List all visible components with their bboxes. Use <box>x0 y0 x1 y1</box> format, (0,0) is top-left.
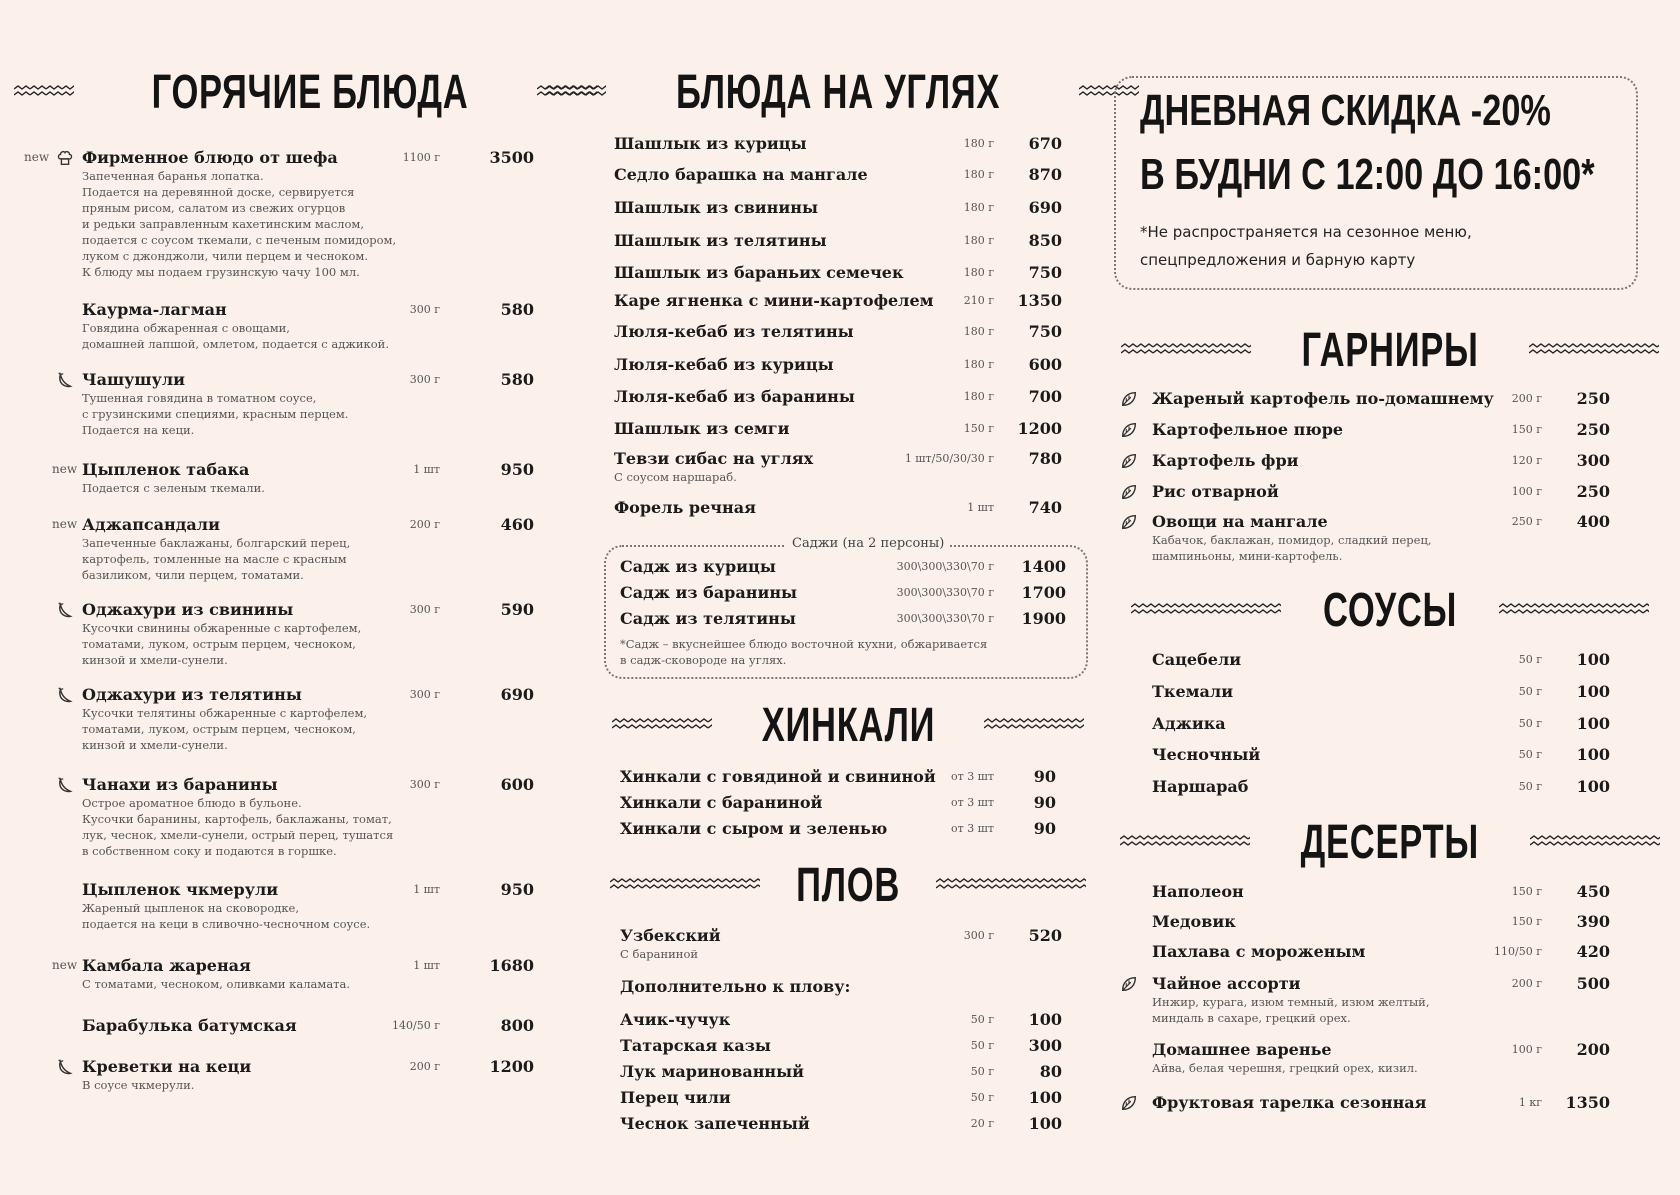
item-name: Форель речная <box>614 498 756 517</box>
sadzh-footnote: *Садж – вкуснейшее блюдо восточной кухни, обжаривается в садж-сковороде на углях. <box>620 637 988 667</box>
item-weight: 50 г <box>1518 780 1542 793</box>
item-name: Узбекский <box>620 926 721 945</box>
item-name: Шашлык из бараньих семечек <box>614 263 904 282</box>
item-name: Наполеон <box>1152 882 1244 901</box>
chili-pepper-icon <box>56 371 74 389</box>
item-weight: 250 г <box>1511 515 1542 528</box>
item-price: 1680 <box>489 956 534 975</box>
zigzag-ornament-left <box>1121 343 1251 357</box>
sauces-title-block <box>1150 580 1630 640</box>
grill-title-block <box>608 62 1068 122</box>
leaf-icon <box>1120 452 1138 470</box>
item-price: 450 <box>1576 882 1610 901</box>
item-name: Шашлык из семги <box>614 419 790 438</box>
chef-hat-icon <box>56 149 74 167</box>
item-description: Запеченная баранья лопатка. Подается на деревянной доске, сервируется пряным рисом, салатом из свежих огурцов и редьки заправленным кахетинским маслом, подается с соусом ткемали, с печеным помидором, луком с джонджоли, чили перцем и чесноком. К блюду мы подаем грузинскую чачу 100 мл. <box>82 169 397 279</box>
item-price: 780 <box>1028 449 1062 468</box>
item-price: 700 <box>1028 387 1062 406</box>
item-name: Татарская казы <box>620 1036 771 1055</box>
item-description: Острое ароматное блюдо в бульоне. Кусочки баранины, картофель, баклажаны, томат, лук, чеснок, хмели-сунели, острый перец, тушатся в собственном соку и подаются в горшке. <box>82 796 394 858</box>
item-price: 670 <box>1028 134 1062 153</box>
item-price: 750 <box>1028 322 1062 341</box>
item-price: 1350 <box>1565 1093 1610 1112</box>
item-price: 750 <box>1028 263 1062 282</box>
item-name: Люля-кебаб из телятины <box>614 322 854 341</box>
item-weight: 100 г <box>1511 1043 1542 1056</box>
item-price: 390 <box>1576 912 1610 931</box>
item-weight: 50 г <box>1518 717 1542 730</box>
item-name: Чанахи из баранины <box>82 775 278 794</box>
item-price: 950 <box>500 460 534 479</box>
chili-pepper-icon <box>56 1058 74 1076</box>
item-weight: 150 г <box>1511 885 1542 898</box>
item-description: Жареный цыпленок на сковородке, подается на кеци в сливочно-чесночном соусе. <box>82 901 371 931</box>
leaf-icon <box>1120 483 1138 501</box>
item-price: 1200 <box>489 1057 534 1076</box>
item-weight: 50 г <box>970 1013 994 1026</box>
item-description: Айва, белая черешня, грецкий орех, кизил. <box>1152 1061 1418 1075</box>
item-description: Кабачок, баклажан, помидор, сладкий перец, шампиньоны, мини-картофель. <box>1152 533 1432 563</box>
item-weight: 180 г <box>963 201 994 214</box>
item-price: 1200 <box>1017 419 1062 438</box>
item-name: Камбала жареная <box>82 956 251 975</box>
item-weight: 300 г <box>409 373 440 386</box>
zigzag-ornament-right <box>1499 603 1649 617</box>
item-weight: 1 шт <box>413 463 440 476</box>
item-name: Шашлык из телятины <box>614 231 827 250</box>
item-weight: 200 г <box>409 1060 440 1073</box>
item-price: 3500 <box>489 148 534 167</box>
item-weight: 50 г <box>1518 653 1542 666</box>
item-name: Чашушули <box>82 370 185 389</box>
item-name: Хинкали с сыром и зеленью <box>620 819 888 838</box>
item-weight: 180 г <box>963 168 994 181</box>
item-price: 800 <box>500 1016 534 1035</box>
promo-hours: В БУДНИ С 12:00 ДО 16:00* <box>1140 150 1595 199</box>
item-name: Люля-кебаб из баранины <box>614 387 855 406</box>
item-weight: 300 г <box>963 929 994 942</box>
item-weight: 1100 г <box>402 151 440 164</box>
item-description: Запеченные баклажаны, болгарский перец, картофель, томленные на масле с красным базиликом, чили перцем, томатами. <box>82 536 351 582</box>
item-price: 870 <box>1028 165 1062 184</box>
leaf-icon <box>1120 390 1138 408</box>
item-name: Медовик <box>1152 912 1236 931</box>
leaf-icon <box>1120 421 1138 439</box>
item-description: С соусом наршараб. <box>614 470 737 484</box>
item-price: 250 <box>1576 482 1610 501</box>
promo-headline: ДНЕВНАЯ СКИДКА -20% <box>1140 86 1551 135</box>
item-price: 400 <box>1576 512 1610 531</box>
item-price: 580 <box>500 300 534 319</box>
item-name: Оджахури из свинины <box>82 600 294 619</box>
hot-dishes-title-block <box>80 62 540 122</box>
item-weight: 50 г <box>1518 748 1542 761</box>
item-weight: 300 г <box>409 603 440 616</box>
item-name: Оджахури из телятины <box>82 685 302 704</box>
new-badge: new <box>24 150 50 164</box>
item-weight: 50 г <box>970 1091 994 1104</box>
zigzag-ornament-left <box>1120 835 1250 849</box>
item-weight: 1 шт/50/30/30 г <box>904 452 994 465</box>
item-name: Каре ягненка с мини-картофелем <box>614 291 934 310</box>
item-description: С бараниной <box>620 947 699 961</box>
item-name: Цыпленок чкмерули <box>82 880 279 899</box>
item-price: 420 <box>1576 942 1610 961</box>
item-price: 200 <box>1576 1040 1610 1059</box>
item-price: 1350 <box>1017 291 1062 310</box>
plov-extras-heading: Дополнительно к плову: <box>620 977 851 996</box>
new-badge: new <box>52 462 78 476</box>
item-weight: 180 г <box>963 390 994 403</box>
item-weight: 200 г <box>409 518 440 531</box>
item-weight: 180 г <box>963 325 994 338</box>
item-name: Фруктовая тарелка сезонная <box>1152 1093 1427 1112</box>
hot-dishes-title: ГОРЯЧИЕ БЛЮДА <box>151 65 469 119</box>
item-weight: 110/50 г <box>1494 945 1542 958</box>
item-price: 100 <box>1028 1114 1062 1133</box>
item-price: 690 <box>1028 198 1062 217</box>
item-price: 90 <box>1033 819 1056 838</box>
item-name: Фирменное блюдо от шефа <box>82 148 338 167</box>
item-price: 690 <box>500 685 534 704</box>
item-description: Подается с зеленым ткемали. <box>82 481 265 495</box>
plov-title: ПЛОВ <box>796 858 900 912</box>
zigzag-ornament-left <box>610 878 760 892</box>
item-name: Седло барашка на мангале <box>614 165 868 184</box>
item-weight: 150 г <box>963 422 994 435</box>
item-name: Хинкали с говядиной и свининой <box>620 767 936 786</box>
zigzag-ornament-right <box>1530 835 1660 849</box>
item-description: В соусе чкмерули. <box>82 1078 195 1092</box>
item-name: Тевзи сибас на углях <box>614 449 814 468</box>
item-weight: 100 г <box>1511 485 1542 498</box>
item-price: 80 <box>1039 1062 1062 1081</box>
khinkali-title-block <box>620 695 1076 755</box>
item-description: Инжир, курага, изюм темный, изюм желтый, миндаль в сахаре, грецкий орех. <box>1152 995 1430 1025</box>
item-weight: 200 г <box>1511 977 1542 990</box>
item-name: Сацебели <box>1152 650 1242 669</box>
item-price: 90 <box>1033 793 1056 812</box>
item-weight: от 3 шт <box>950 770 994 783</box>
item-price: 600 <box>1028 355 1062 374</box>
item-price: 100 <box>1576 777 1610 796</box>
item-weight: 50 г <box>970 1065 994 1078</box>
item-price: 500 <box>1576 974 1610 993</box>
item-name: Картофельное пюре <box>1152 420 1344 439</box>
item-price: 600 <box>500 775 534 794</box>
item-name: Садж из курицы <box>620 557 776 576</box>
item-price: 250 <box>1576 420 1610 439</box>
new-badge: new <box>52 958 78 972</box>
zigzag-ornament-left <box>1131 603 1281 617</box>
zigzag-ornament-right <box>936 878 1086 892</box>
item-name: Картофель фри <box>1152 451 1299 470</box>
item-price: 520 <box>1028 926 1062 945</box>
item-price: 590 <box>500 600 534 619</box>
item-price: 300 <box>1028 1036 1062 1055</box>
item-price: 740 <box>1028 498 1062 517</box>
item-price: 950 <box>500 880 534 899</box>
zigzag-ornament-left <box>537 85 597 99</box>
desserts-title: ДЕСЕРТЫ <box>1300 815 1480 869</box>
item-weight: 150 г <box>1511 423 1542 436</box>
item-weight: 300 г <box>409 688 440 701</box>
item-name: Перец чили <box>620 1088 731 1107</box>
item-name: Аджапсандали <box>82 515 220 534</box>
item-name: Рис отварной <box>1152 482 1279 501</box>
sadzh-heading: Саджи (на 2 персоны) <box>786 536 950 551</box>
item-name: Наршараб <box>1152 777 1249 796</box>
item-name: Ткемали <box>1152 682 1234 701</box>
item-price: 100 <box>1576 682 1610 701</box>
item-name: Каурма-лагман <box>82 300 227 319</box>
item-name: Чеснок запеченный <box>620 1114 810 1133</box>
item-name: Цыпленок табака <box>82 460 250 479</box>
item-weight: 1 шт <box>413 883 440 896</box>
new-badge: new <box>52 517 78 531</box>
item-description: Кусочки телятины обжаренные с картофелем, томатами, луком, острым перцем, чесноком, кинзой и хмели-сунели. <box>82 706 368 752</box>
item-weight: 180 г <box>963 266 994 279</box>
item-weight: 150 г <box>1511 915 1542 928</box>
item-name: Чесночный <box>1152 745 1261 764</box>
item-weight: 300\300\330\70 г <box>896 560 994 573</box>
garnish-title-block <box>1150 320 1630 380</box>
item-name: Овощи на мангале <box>1152 512 1328 531</box>
item-price: 100 <box>1576 714 1610 733</box>
item-name: Домашнее варенье <box>1152 1040 1332 1059</box>
item-price: 1400 <box>1021 557 1066 576</box>
item-name: Садж из телятины <box>620 609 796 628</box>
item-weight: 1 шт <box>967 501 994 514</box>
zigzag-ornament-right <box>1529 343 1659 357</box>
zigzag-ornament-right <box>984 718 1084 732</box>
item-price: 850 <box>1028 231 1062 250</box>
item-weight: 180 г <box>963 137 994 150</box>
item-price: 100 <box>1576 745 1610 764</box>
item-price: 300 <box>1576 451 1610 470</box>
promo-footnote: *Не распространяется на сезонное меню, спецпредложения и барную карту <box>1140 223 1472 269</box>
leaf-icon <box>1120 1094 1138 1112</box>
item-name: Шашлык из свинины <box>614 198 818 217</box>
item-price: 100 <box>1576 650 1610 669</box>
chili-pepper-icon <box>56 686 74 704</box>
item-price: 460 <box>500 515 534 534</box>
item-price: 1700 <box>1021 583 1066 602</box>
garnish-title: ГАРНИРЫ <box>1301 323 1479 377</box>
item-price: 90 <box>1033 767 1056 786</box>
item-name: Люля-кебаб из курицы <box>614 355 834 374</box>
plov-title-block <box>620 855 1076 915</box>
khinkali-title: ХИНКАЛИ <box>761 698 935 752</box>
item-name: Пахлава с мороженым <box>1152 942 1366 961</box>
item-weight: 180 г <box>963 358 994 371</box>
item-description: Кусочки свинины обжаренные с картофелем, томатами, луком, острым перцем, чесноком, кинзой и хмели-сунели. <box>82 621 362 667</box>
item-weight: 210 г <box>963 294 994 307</box>
item-weight: 140/50 г <box>392 1019 440 1032</box>
item-price: 1900 <box>1021 609 1066 628</box>
item-weight: 50 г <box>1518 685 1542 698</box>
item-name: Аджика <box>1152 714 1226 733</box>
item-description: С томатами, чесноком, оливками каламата. <box>82 977 351 991</box>
item-price: 250 <box>1576 389 1610 408</box>
chili-pepper-icon <box>56 601 74 619</box>
item-weight: 180 г <box>963 234 994 247</box>
item-price: 580 <box>500 370 534 389</box>
item-weight: 200 г <box>1511 392 1542 405</box>
grill-title: БЛЮДА НА УГЛЯХ <box>675 65 1001 119</box>
item-weight: 1 кг <box>1518 1096 1542 1109</box>
item-weight: 50 г <box>970 1039 994 1052</box>
sauces-title: СОУСЫ <box>1322 583 1458 637</box>
item-weight: 20 г <box>970 1117 994 1130</box>
leaf-icon <box>1120 513 1138 531</box>
item-name: Барабулька батумская <box>82 1016 297 1035</box>
item-weight: 300 г <box>409 778 440 791</box>
item-name: Садж из баранины <box>620 583 798 602</box>
item-name: Жареный картофель по-домашнему <box>1152 389 1494 408</box>
item-description: Говядина обжаренная с овощами, домашней лапшой, омлетом, подается с аджикой. <box>82 321 389 351</box>
item-weight: 300\300\330\70 г <box>896 612 994 625</box>
item-weight: 300\300\330\70 г <box>896 586 994 599</box>
item-name: Чайное ассорти <box>1152 974 1301 993</box>
item-weight: 1 шт <box>413 959 440 972</box>
item-weight: от 3 шт <box>950 822 994 835</box>
item-name: Хинкали с бараниной <box>620 793 823 812</box>
item-name: Лук маринованный <box>620 1062 805 1081</box>
item-name: Креветки на кеци <box>82 1057 252 1076</box>
item-weight: 120 г <box>1511 454 1542 467</box>
zigzag-ornament-left <box>612 718 712 732</box>
chili-pepper-icon <box>56 776 74 794</box>
item-name: Шашлык из курицы <box>614 134 807 153</box>
item-weight: 300 г <box>409 303 440 316</box>
leaf-icon <box>1120 975 1138 993</box>
item-price: 100 <box>1028 1088 1062 1107</box>
item-name: Ачик-чучук <box>620 1010 731 1029</box>
item-description: Тушенная говядина в томатном соусе, с грузинскими специями, красным перцем. Подается на кеци. <box>82 391 349 437</box>
desserts-title-block <box>1150 812 1630 872</box>
item-weight: от 3 шт <box>950 796 994 809</box>
item-price: 100 <box>1028 1010 1062 1029</box>
zigzag-ornament-left <box>14 85 74 99</box>
